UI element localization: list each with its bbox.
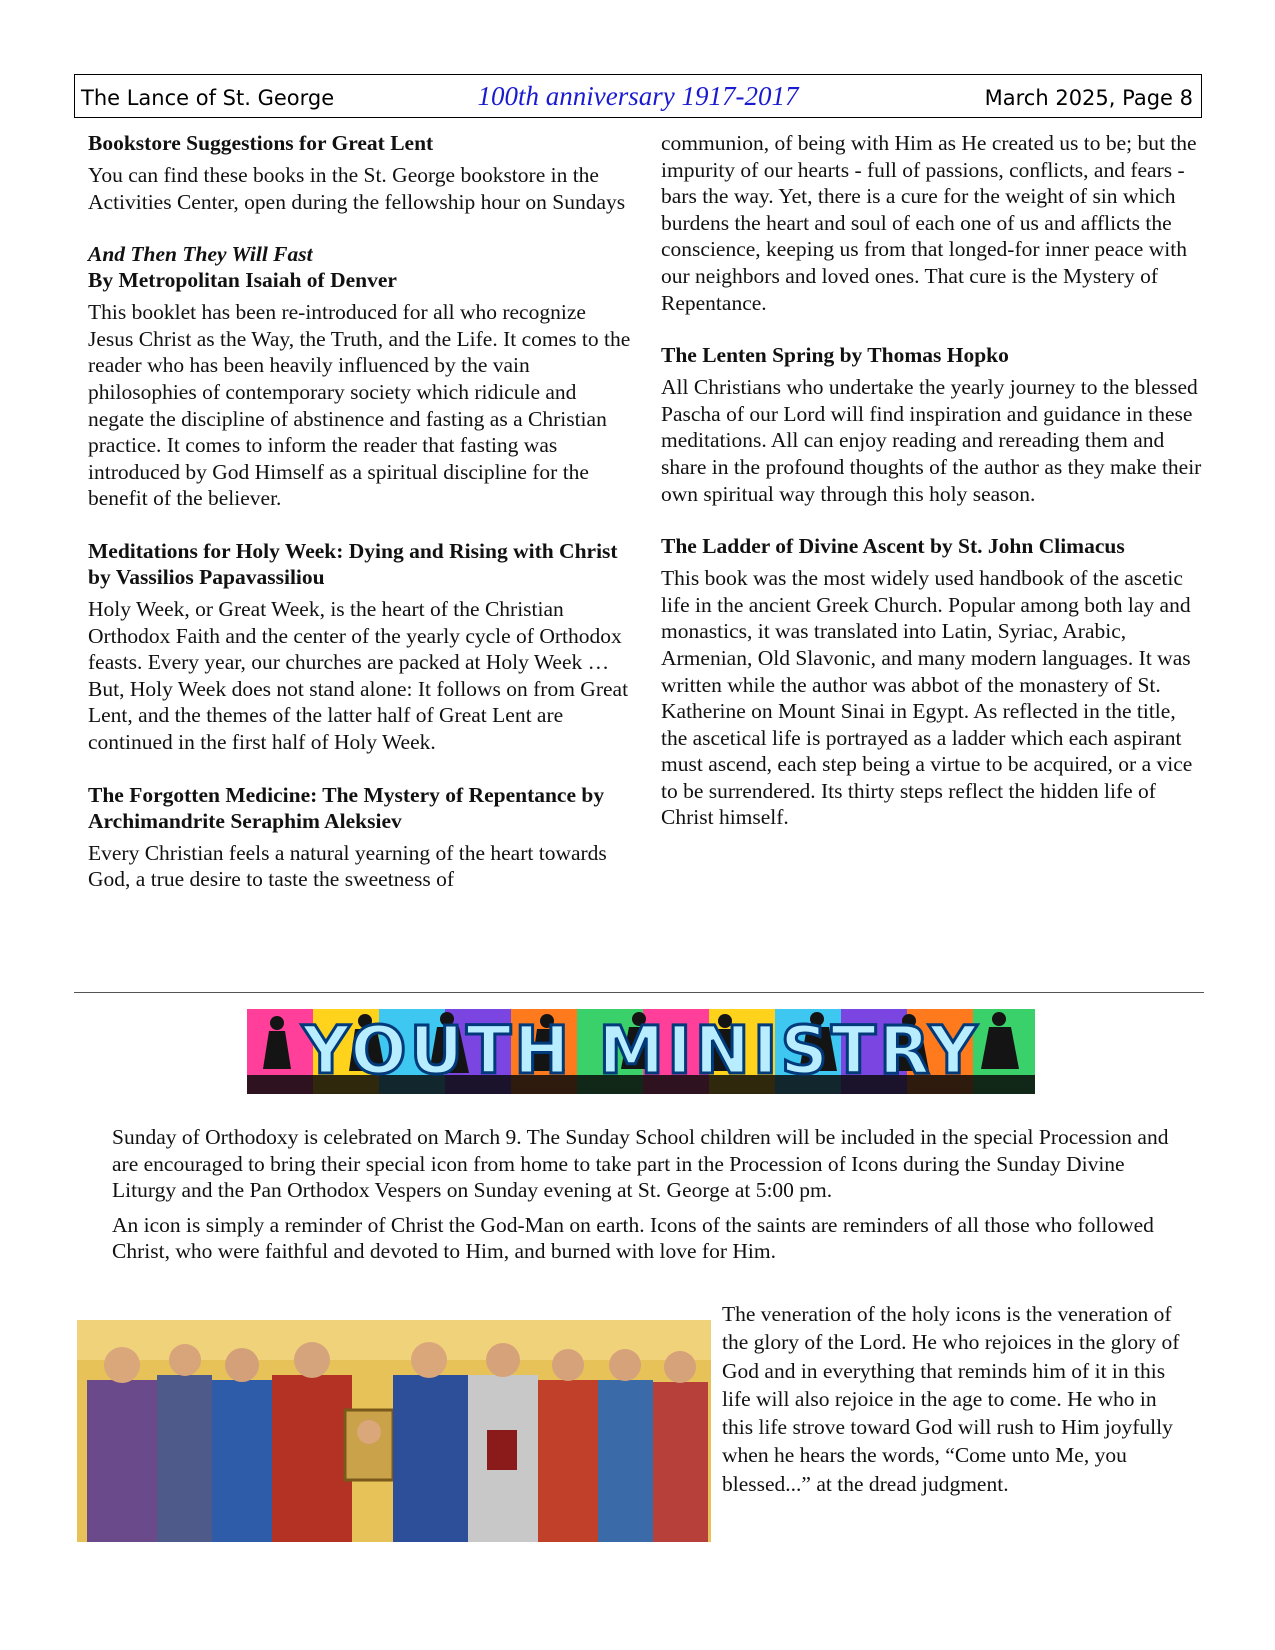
banner-title: YOUTH MINISTRY	[302, 1012, 980, 1089]
book-description: This book was the most widely used handbook of the ascetic life in the ancient Greek Church. Popular among both lay and monastics, it was translated into Latin, Syriac, Arabic, Armenian, Old Slavonic, and many modern languages. It was written while the author was abbot of the monastery of St. Katherine on Mount Sinai in Egypt. As reflected in the title, the ascetical life is portrayed as a ladder which each aspirant must ascend, each step being a virtue to be acquired, or a vice to be surrendered. Its thirty steps reflect the hidden life of Christ himself.	[661, 566, 1193, 830]
left-column	[88, 130, 633, 893]
youth-paragraph: Sunday of Orthodoxy is celebrated on March 9. The Sunday School children will be included in the special Procession and are encouraged to bring their special icon from home to take part in the Procession of Icons during the Sunday Divine Liturgy and the Pan Orthodox Vespers on Sunday evening at St. George at 5:00 pm.	[112, 1125, 1169, 1203]
book-description: Every Christian feels a natural yearning of the heart towards God, a true desire to taste the sweetness of	[88, 840, 607, 892]
youth-paragraph: An icon is simply a reminder of Christ the God-Man on earth. Icons of the saints are reminders of all those who followed Christ, who were faithful and devoted to Him, and burned with love for Him.	[112, 1212, 1154, 1264]
page-header	[74, 74, 1202, 118]
book-title: The Ladder of Divine Ascent by St. John Climacus	[661, 534, 1125, 559]
right-column	[661, 130, 1206, 831]
issue-page: March 2025, Page 8	[984, 86, 1193, 110]
book-description-continued: communion, of being with Him as He created us to be; but the impurity of our hearts - full of passions, conflicts, and fears - bars the way. Yet, there is a cure for the weight of sin which burdens the heart and soul of each one of us and afflicts the conscience, keeping us from that longed-for inner peace with our neighbors and loved ones. That cure is the Mystery of Repentance.	[661, 131, 1197, 315]
bookstore-intro: You can find these books in the St. George bookstore in the Activities Center, open during the fellowship hour on Sundays	[88, 163, 626, 214]
anniversary-banner: 100th anniversary 1917-2017	[477, 81, 799, 111]
book-title: Meditations for Holy Week: Dying and Rising with Christ by Vassilios Papavassiliou	[88, 538, 618, 589]
veneration-text: The veneration of the holy icons is the veneration of the glory of the Lord. He who rejoices in the glory of God and in everything that reminds him of it in this life will also rejoice in the age to come. He who in this life strove toward God will rush to Him joyfully when he hears the words, “Come unto Me, you blessed...” at the dread judgment.	[722, 1302, 1180, 1496]
section-divider	[74, 992, 1204, 993]
saints-icon-image	[77, 1320, 711, 1542]
book-title: The Lenten Spring by Thomas Hopko	[661, 343, 1009, 368]
youth-ministry-text	[112, 1124, 1172, 1273]
book-description: Holy Week, or Great Week, is the heart of the Christian Orthodox Faith and the center of the yearly cycle of Orthodox feasts. Every year, our churches are packed at Holy Week … But, Holy Week does not stand alone: It follows on from Great Lent, and the themes of the latter half of Great Lent are continued in the first half of Holy Week.	[88, 596, 629, 754]
book-author: By Metropolitan Isaiah of Denver	[88, 268, 397, 293]
book-title: The Forgotten Medicine: The Mystery of Repentance by Archimandrite Seraphim Aleksiev	[88, 782, 605, 833]
book-title: And Then They Will Fast	[88, 242, 313, 267]
publication-name: The Lance of St. George	[81, 86, 335, 110]
section-title: Bookstore Suggestions for Great Lent	[88, 131, 434, 155]
youth-ministry-banner	[247, 1009, 1035, 1094]
book-description: All Christians who undertake the yearly journey to the blessed Pascha of our Lord will find inspiration and guidance in these meditations. All can enjoy reading and rereading them and share in the profound thoughts of the author as they make their own spiritual way through this holy season.	[661, 375, 1202, 506]
book-description: This booklet has been re-introduced for all who recognize Jesus Christ as the Way, the Truth, and the Life. It comes to the reader who has been heavily influenced by the vain philosophies of contemporary society which ridicule and negate the discipline of abstinence and fasting as a Christian practice. It comes to inform the reader that fasting was introduced by God Himself as a spiritual discipline for the benefit of the believer.	[88, 300, 631, 511]
